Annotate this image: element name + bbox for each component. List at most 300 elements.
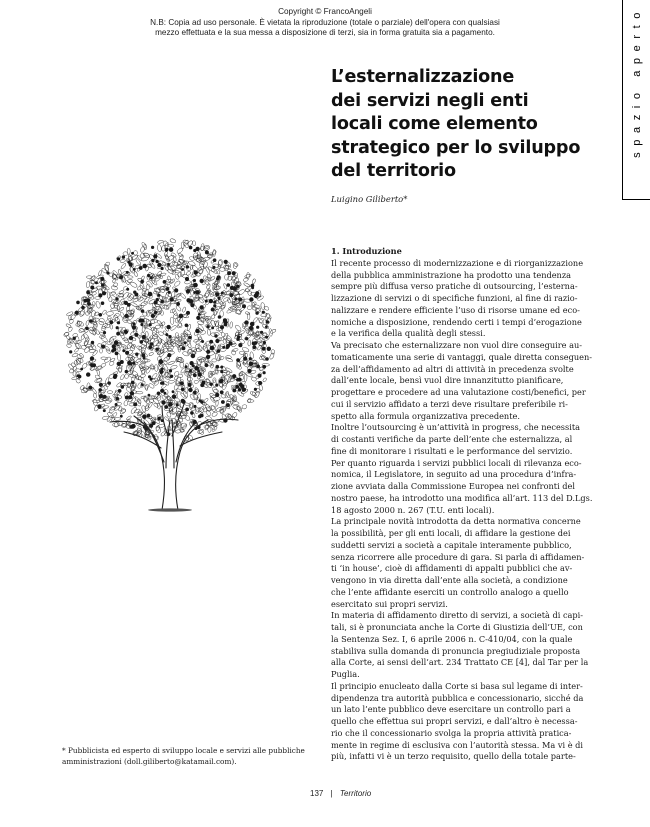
leaf <box>166 411 171 417</box>
fruit <box>263 371 266 374</box>
fruit <box>100 277 104 281</box>
leaf <box>193 339 199 343</box>
fruit <box>126 288 129 291</box>
fruit <box>256 326 259 329</box>
fruit <box>168 402 172 406</box>
leaf <box>213 249 216 256</box>
leaf <box>269 329 273 337</box>
fruit <box>229 293 233 297</box>
section-tab <box>622 0 650 200</box>
leaf <box>169 308 176 314</box>
leaf <box>121 343 129 349</box>
body-line: e la verifica della qualità degli stessi. <box>331 328 486 339</box>
fruit <box>139 266 143 270</box>
fruit <box>262 347 266 351</box>
fruit <box>166 325 170 329</box>
body-line: nomica, il Legislatore, in seguito ad una procedura d’infra- <box>331 469 577 480</box>
leaf <box>105 261 111 266</box>
leaf <box>197 428 204 434</box>
fruit <box>164 392 167 395</box>
leaf <box>75 378 81 384</box>
body-line: lizzazione di servizi o di specifiche funzioni, al fine di razio- <box>331 293 578 303</box>
leaf <box>96 369 100 376</box>
fruit <box>141 383 144 386</box>
fruit <box>159 359 164 364</box>
copyright-line: Copyright © FrancoAngeli <box>278 7 372 16</box>
fruit <box>99 394 103 398</box>
fruit <box>147 274 150 277</box>
fruit <box>115 403 118 406</box>
fruit <box>160 300 164 304</box>
fruit <box>106 271 109 274</box>
fruit <box>131 252 134 255</box>
body-line: un lato l’ente pubblico deve esercitare un controllo pari a <box>331 704 571 715</box>
leaf <box>106 311 114 316</box>
footer-separator: | <box>330 789 333 798</box>
fruit <box>140 323 143 326</box>
fruit <box>164 405 168 409</box>
leaf <box>117 307 124 313</box>
body-line: Inoltre l’outsourcing è un’attività in progress, che necessita <box>331 422 580 433</box>
fruit <box>86 291 90 295</box>
fruit <box>249 326 254 331</box>
fruit <box>124 330 128 334</box>
fruit <box>193 283 198 288</box>
fruit <box>124 301 128 305</box>
leaf <box>260 354 267 362</box>
fruit <box>179 314 184 319</box>
fruit <box>216 365 220 369</box>
fruit <box>215 384 218 387</box>
tree-ground-shadow <box>148 508 192 511</box>
article-author: Luigino Giliberto* <box>331 194 408 204</box>
fruit <box>238 343 242 347</box>
fruit <box>163 280 167 284</box>
tree-canopy <box>63 238 276 442</box>
leaf <box>109 337 115 344</box>
fruit <box>133 402 137 406</box>
leaf <box>126 415 132 420</box>
fruit <box>86 372 90 376</box>
leaf <box>258 318 264 324</box>
body-line: nalizzare e rendere efficiente l’uso di risorse umane ed eco- <box>331 304 580 315</box>
fruit <box>98 293 102 297</box>
fruit <box>265 325 268 328</box>
leaf <box>109 297 112 302</box>
leaf <box>125 280 130 285</box>
leaf <box>109 361 115 367</box>
fruit <box>174 288 178 292</box>
fruit <box>235 385 239 389</box>
leaf <box>107 292 110 299</box>
body-line: Puglia. <box>331 669 360 679</box>
fruit <box>198 372 202 376</box>
fruit <box>206 325 209 328</box>
body-line: rio che il concessionario svolga la propria attività pratica- <box>331 727 572 738</box>
leaf <box>225 357 233 362</box>
fruit <box>129 263 133 267</box>
copyright-notice <box>0 7 650 39</box>
title-line: del territorio <box>331 161 456 182</box>
fruit <box>232 271 236 275</box>
leaf <box>236 406 242 412</box>
fruit <box>242 388 246 392</box>
body-line: Il recente processo di modernizzazione e di riorganizzazione <box>331 257 584 268</box>
section-tab-label: spazio aperto <box>630 6 643 158</box>
leaf <box>248 340 251 346</box>
fruit <box>148 345 152 349</box>
leaf <box>66 343 71 348</box>
body-line: quello che effettua sui propri servizi, e dall’altro è necessa- <box>331 716 578 726</box>
leaf <box>100 349 103 353</box>
leaf <box>257 317 264 325</box>
body-line: stabiliva sulla domanda di pronuncia pregiudiziale proposta <box>331 645 581 656</box>
article-title <box>331 66 601 184</box>
fruit <box>254 388 257 391</box>
body-line: Il principio enucleato dalla Corte si basa sul legame di inter- <box>331 680 583 691</box>
leaf <box>207 329 211 336</box>
leaf <box>204 424 209 431</box>
fruit <box>97 404 101 408</box>
tree-trunk <box>110 404 238 510</box>
leaf <box>79 310 85 316</box>
fruit <box>180 381 184 385</box>
fruit <box>184 341 187 344</box>
fruit <box>151 314 155 318</box>
footnote-line: * Pubblicista ed esperto di sviluppo locale e servizi alle pubbliche <box>62 746 305 755</box>
fruit <box>130 391 134 395</box>
leaf <box>157 307 162 315</box>
fruit <box>195 247 199 251</box>
leaf <box>226 308 234 314</box>
leaf <box>135 358 141 363</box>
leaf <box>242 362 249 368</box>
leaf <box>162 304 170 310</box>
body-line: suddetti servizi a società a capitale interamente pubblico, <box>331 539 572 550</box>
fruit <box>210 346 215 351</box>
fruit <box>206 350 210 354</box>
leaf <box>160 431 166 437</box>
body-line: la possibilità, per gli enti locali, di affidare la gestione dei <box>331 528 571 538</box>
fruit <box>126 271 129 274</box>
fruit <box>157 294 160 297</box>
fruit <box>133 291 136 294</box>
leaf <box>227 298 231 303</box>
fruit <box>160 389 164 393</box>
fruit <box>117 321 120 324</box>
fruit <box>234 297 237 300</box>
leaf <box>192 241 196 246</box>
leaf <box>107 391 113 394</box>
leaf <box>175 305 182 312</box>
fruit <box>90 286 94 290</box>
fruit <box>232 389 236 393</box>
leaf <box>170 252 177 258</box>
fruit <box>154 311 157 314</box>
leaf <box>244 274 251 279</box>
fruit <box>185 365 188 368</box>
fruit <box>191 354 196 359</box>
fruit <box>188 388 192 392</box>
fruit <box>122 255 125 258</box>
fruit <box>142 335 146 339</box>
fruit <box>263 341 266 344</box>
fruit <box>217 349 221 353</box>
body-line: zione avviata dalla Commissione Europea nei confronti del <box>331 481 575 491</box>
fruit <box>201 340 204 343</box>
leaf <box>134 408 141 413</box>
body-line: La principale novità introdotta da detta normativa concerne <box>331 516 581 527</box>
leaf <box>182 307 186 313</box>
leaf <box>243 282 250 287</box>
fruit <box>195 329 199 333</box>
leaf <box>212 359 217 362</box>
body-line: Va precisato che esternalizzare non vuol dire conseguire au- <box>331 340 583 350</box>
leaf <box>225 355 231 359</box>
leaf <box>130 267 134 272</box>
fruit <box>161 267 164 270</box>
article-body <box>331 246 593 763</box>
leaf <box>204 280 210 286</box>
leaf <box>130 406 138 414</box>
fruit <box>140 340 144 344</box>
fruit <box>186 289 190 293</box>
fruit <box>111 349 114 352</box>
fruit <box>211 327 214 330</box>
fruit <box>165 333 168 336</box>
body-line: tali, si è pronunciata anche la Corte di Giustizia dell’UE, con <box>331 622 583 632</box>
leaf <box>119 408 126 414</box>
fruit <box>221 400 225 404</box>
fruit <box>166 287 170 291</box>
leaf <box>157 240 163 244</box>
fruit <box>254 341 258 345</box>
leaf <box>186 271 192 276</box>
leaf <box>86 281 90 288</box>
leaf <box>168 380 174 383</box>
fruit <box>156 348 159 351</box>
fruit <box>197 370 200 373</box>
leaf <box>66 323 72 328</box>
fruit <box>260 331 263 334</box>
leaf <box>99 318 105 323</box>
fruit <box>213 301 216 304</box>
fruit <box>115 297 118 300</box>
fruit <box>122 349 125 352</box>
fruit <box>154 301 158 305</box>
fruit <box>245 337 248 340</box>
leaf <box>213 286 221 291</box>
fruit <box>249 297 253 301</box>
leaf <box>200 317 204 323</box>
fruit <box>255 311 258 314</box>
fruit <box>185 408 189 412</box>
fruit <box>216 277 220 281</box>
fruit <box>202 381 206 385</box>
leaf <box>247 313 250 320</box>
fruit <box>249 362 253 366</box>
fruit <box>242 304 246 308</box>
fruit <box>157 417 161 421</box>
fruit <box>256 365 260 369</box>
leaf <box>139 283 144 290</box>
fruit <box>238 388 241 391</box>
leaf <box>124 338 130 343</box>
leaf <box>241 404 247 410</box>
fruit <box>220 370 223 373</box>
body-line: sempre più diffusa verso pratiche di outsourcing, l’esterna- <box>331 281 578 292</box>
fruit <box>120 415 123 418</box>
body-line: più, infatti vi è un terzo requisito, quello della totale parte- <box>331 751 576 762</box>
fruit <box>112 344 116 348</box>
fruit <box>227 283 231 287</box>
fruit <box>101 301 105 305</box>
fruit <box>155 260 158 263</box>
body-line: alla Corte, ai sensi dell’art. 234 Trattato CE [4], dal Tar per la <box>331 657 589 668</box>
fruit <box>129 362 132 365</box>
fruit <box>85 327 89 331</box>
fruit <box>167 263 170 266</box>
fruit <box>198 415 202 419</box>
fruit <box>169 297 174 302</box>
fruit <box>116 397 120 401</box>
leaf <box>235 308 242 315</box>
leaf <box>124 374 129 379</box>
author-footnote <box>62 746 322 767</box>
fruit <box>262 311 265 314</box>
leaf <box>210 405 216 412</box>
fruit <box>77 374 80 377</box>
fruit <box>99 313 103 317</box>
page-footer <box>310 789 371 798</box>
fruit <box>220 366 223 369</box>
leaf <box>239 351 245 354</box>
fruit <box>265 336 268 339</box>
leaf <box>137 411 144 416</box>
fruit <box>215 292 219 296</box>
fruit <box>223 318 227 322</box>
leaf <box>211 411 218 417</box>
fruit <box>109 320 113 324</box>
fruit <box>215 393 219 397</box>
fruit <box>133 268 136 271</box>
fruit <box>131 381 135 385</box>
fruit <box>193 391 197 395</box>
fruit <box>95 281 98 284</box>
leaf <box>141 294 147 300</box>
fruit <box>147 414 151 418</box>
leaf <box>106 397 112 402</box>
leaf <box>175 380 180 387</box>
fruit <box>238 297 242 301</box>
fruit <box>87 302 91 306</box>
fruit <box>181 388 185 392</box>
body-line: di costanti verifiche da parte dell’ente che esternalizza, al <box>331 434 573 444</box>
copyright-line: mezzo effettuata e la sua messa a disposizione di terzi, sia in forma gratuita sia a pagamento. <box>155 28 495 38</box>
leaf <box>140 246 145 253</box>
leaf <box>95 301 101 309</box>
fruit <box>91 341 94 344</box>
fruit <box>185 324 189 328</box>
leaf <box>247 306 252 310</box>
fruit <box>151 246 154 249</box>
fruit <box>75 311 79 315</box>
leaf <box>167 361 175 366</box>
leaf <box>205 416 211 420</box>
leaf <box>161 395 166 400</box>
fruit <box>168 335 171 338</box>
body-line: senza ricorrere alle procedure di gara. Si parla di affidamen- <box>331 551 585 562</box>
fruit <box>69 350 72 353</box>
leaf <box>150 364 154 371</box>
fruit <box>182 400 186 404</box>
leaf <box>178 253 184 258</box>
fruit <box>172 395 176 399</box>
title-line: L’esternalizzazione <box>331 67 515 87</box>
fruit <box>90 363 94 367</box>
fruit <box>194 270 198 274</box>
fruit <box>236 358 240 362</box>
leaf <box>270 329 277 334</box>
leaf <box>174 371 180 377</box>
leaf <box>252 279 256 285</box>
leaf <box>123 400 128 406</box>
leaf <box>170 317 174 325</box>
leaf <box>169 238 176 244</box>
fruit <box>169 369 172 372</box>
fruit <box>176 403 179 406</box>
leaf <box>81 334 86 340</box>
fruit <box>125 351 129 355</box>
leaf <box>197 344 203 351</box>
fruit <box>262 365 266 369</box>
fruit <box>236 378 240 382</box>
leaf <box>211 426 218 432</box>
fruit <box>266 320 269 323</box>
fruit <box>190 303 194 307</box>
leaf <box>177 322 183 328</box>
fruit <box>193 279 196 282</box>
leaf <box>157 244 162 252</box>
leaf <box>170 325 177 331</box>
title-line: locali come elemento <box>331 114 538 135</box>
fruit <box>219 379 223 383</box>
leaf <box>127 248 130 254</box>
fruit <box>89 319 93 323</box>
leaf <box>118 293 124 298</box>
leaf <box>137 295 141 300</box>
body-line: della pubblica amministrazione ha prodotto una tendenza <box>331 269 572 280</box>
fruit <box>251 286 254 289</box>
leaf <box>98 321 104 326</box>
fruit <box>247 369 251 373</box>
body-line: spetto alla formula organizzativa precedente. <box>331 410 520 421</box>
fruit <box>243 357 247 361</box>
leaf <box>99 334 105 338</box>
fruit <box>252 345 256 349</box>
leaf <box>127 276 133 279</box>
fruit <box>188 383 192 387</box>
leaf <box>230 322 233 329</box>
fruit <box>131 424 135 428</box>
leaf <box>109 323 113 329</box>
leaf <box>81 387 89 394</box>
body-line: tomaticamente una serie di vantaggi, quale diretta conseguen- <box>331 351 593 362</box>
body-line: esercitato sui propri servizi. <box>331 598 448 609</box>
section-heading: 1. Introduzione <box>331 246 402 256</box>
page-number: 137 <box>310 789 324 798</box>
fruit <box>76 301 80 305</box>
